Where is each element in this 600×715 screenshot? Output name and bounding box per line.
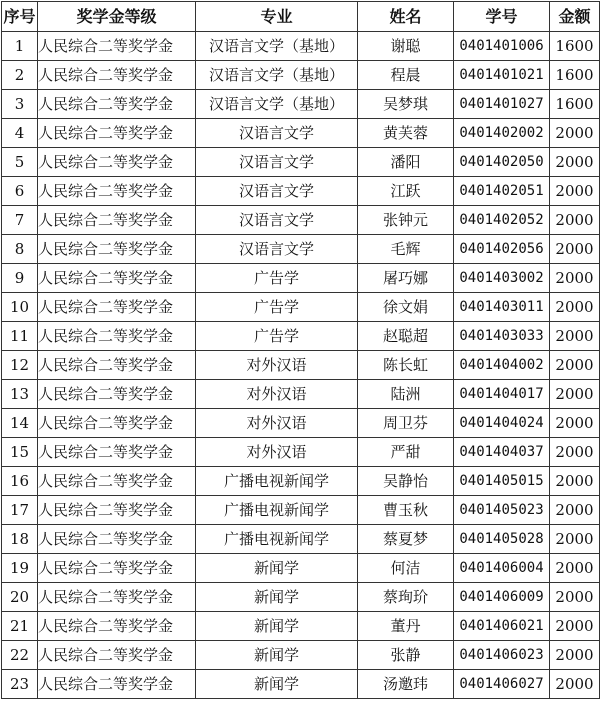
table-row bbox=[2, 525, 600, 554]
row-amount: 2000 bbox=[550, 670, 600, 699]
row-amount: 2000 bbox=[550, 438, 600, 467]
row-student-id: 0401403033 bbox=[454, 322, 550, 351]
row-student-name: 蔡夏梦 bbox=[358, 525, 454, 554]
row-index: 20 bbox=[2, 583, 38, 612]
row-major: 广播电视新闻学 bbox=[196, 467, 358, 496]
row-student-name: 蔡珣玠 bbox=[358, 583, 454, 612]
row-student-name: 赵聪超 bbox=[358, 322, 454, 351]
header-row bbox=[2, 2, 600, 32]
table-row bbox=[2, 409, 600, 438]
table-row bbox=[2, 380, 600, 409]
row-scholarship-level: 人民综合二等奖学金 bbox=[38, 467, 196, 496]
row-student-name: 严甜 bbox=[358, 438, 454, 467]
row-amount: 2000 bbox=[550, 612, 600, 641]
row-amount: 2000 bbox=[550, 322, 600, 351]
row-index: 19 bbox=[2, 554, 38, 583]
row-student-id: 0401402056 bbox=[454, 235, 550, 264]
table-row bbox=[2, 496, 600, 525]
row-student-name: 吴梦琪 bbox=[358, 90, 454, 119]
row-scholarship-level: 人民综合二等奖学金 bbox=[38, 438, 196, 467]
row-student-id: 0401402052 bbox=[454, 206, 550, 235]
row-student-id: 0401406009 bbox=[454, 583, 550, 612]
row-index: 3 bbox=[2, 90, 38, 119]
table-row bbox=[2, 148, 600, 177]
row-major: 新闻学 bbox=[196, 670, 358, 699]
row-index: 18 bbox=[2, 525, 38, 554]
row-index: 15 bbox=[2, 438, 38, 467]
row-index: 13 bbox=[2, 380, 38, 409]
row-amount: 2000 bbox=[550, 467, 600, 496]
table-row bbox=[2, 61, 600, 90]
table-row bbox=[2, 670, 600, 699]
row-student-id: 0401405028 bbox=[454, 525, 550, 554]
row-amount: 2000 bbox=[550, 119, 600, 148]
row-index: 11 bbox=[2, 322, 38, 351]
header-major: 专业 bbox=[196, 2, 358, 32]
row-student-id: 0401402051 bbox=[454, 177, 550, 206]
row-index: 14 bbox=[2, 409, 38, 438]
row-student-name: 潘阳 bbox=[358, 148, 454, 177]
row-index: 1 bbox=[2, 32, 38, 61]
row-student-name: 汤邀玮 bbox=[358, 670, 454, 699]
row-scholarship-level: 人民综合二等奖学金 bbox=[38, 293, 196, 322]
row-scholarship-level: 人民综合二等奖学金 bbox=[38, 351, 196, 380]
row-student-name: 谢聪 bbox=[358, 32, 454, 61]
table-row bbox=[2, 641, 600, 670]
row-scholarship-level: 人民综合二等奖学金 bbox=[38, 380, 196, 409]
row-major: 汉语言文学（基地） bbox=[196, 61, 358, 90]
table-header bbox=[2, 2, 600, 32]
row-major: 对外汉语 bbox=[196, 409, 358, 438]
row-index: 12 bbox=[2, 351, 38, 380]
row-student-id: 0401401021 bbox=[454, 61, 550, 90]
table-row bbox=[2, 438, 600, 467]
row-major: 广告学 bbox=[196, 264, 358, 293]
row-amount: 2000 bbox=[550, 641, 600, 670]
row-student-id: 0401404017 bbox=[454, 380, 550, 409]
row-scholarship-level: 人民综合二等奖学金 bbox=[38, 322, 196, 351]
row-scholarship-level: 人民综合二等奖学金 bbox=[38, 409, 196, 438]
row-student-id: 0401402002 bbox=[454, 119, 550, 148]
table-row bbox=[2, 32, 600, 61]
row-scholarship-level: 人民综合二等奖学金 bbox=[38, 264, 196, 293]
row-amount: 2000 bbox=[550, 264, 600, 293]
row-amount: 2000 bbox=[550, 583, 600, 612]
row-amount: 2000 bbox=[550, 380, 600, 409]
row-index: 23 bbox=[2, 670, 38, 699]
row-amount: 2000 bbox=[550, 554, 600, 583]
row-scholarship-level: 人民综合二等奖学金 bbox=[38, 612, 196, 641]
row-student-name: 黄芙蓉 bbox=[358, 119, 454, 148]
row-index: 8 bbox=[2, 235, 38, 264]
row-student-id: 0401406004 bbox=[454, 554, 550, 583]
row-amount: 2000 bbox=[550, 496, 600, 525]
table-row bbox=[2, 612, 600, 641]
row-student-name: 徐文娟 bbox=[358, 293, 454, 322]
table-row bbox=[2, 235, 600, 264]
row-index: 2 bbox=[2, 61, 38, 90]
row-student-name: 陈长虹 bbox=[358, 351, 454, 380]
row-student-name: 吴静怡 bbox=[358, 467, 454, 496]
table-row bbox=[2, 583, 600, 612]
header-amount: 金额 bbox=[550, 2, 600, 32]
row-index: 22 bbox=[2, 641, 38, 670]
row-amount: 2000 bbox=[550, 177, 600, 206]
row-scholarship-level: 人民综合二等奖学金 bbox=[38, 90, 196, 119]
row-major: 广告学 bbox=[196, 293, 358, 322]
row-student-name: 周卫芬 bbox=[358, 409, 454, 438]
header-index: 序号 bbox=[2, 2, 38, 32]
row-amount: 2000 bbox=[550, 525, 600, 554]
row-major: 对外汉语 bbox=[196, 380, 358, 409]
table-row bbox=[2, 206, 600, 235]
row-index: 6 bbox=[2, 177, 38, 206]
row-amount: 2000 bbox=[550, 235, 600, 264]
row-major: 汉语言文学 bbox=[196, 206, 358, 235]
scholarship-table bbox=[1, 1, 600, 699]
row-scholarship-level: 人民综合二等奖学金 bbox=[38, 177, 196, 206]
row-amount: 1600 bbox=[550, 61, 600, 90]
row-student-name: 江跃 bbox=[358, 177, 454, 206]
row-major: 对外汉语 bbox=[196, 351, 358, 380]
row-amount: 1600 bbox=[550, 32, 600, 61]
row-major: 汉语言文学（基地） bbox=[196, 90, 358, 119]
header-name: 姓名 bbox=[358, 2, 454, 32]
row-student-id: 0401402050 bbox=[454, 148, 550, 177]
row-index: 16 bbox=[2, 467, 38, 496]
row-scholarship-level: 人民综合二等奖学金 bbox=[38, 61, 196, 90]
row-student-id: 0401406023 bbox=[454, 641, 550, 670]
row-student-id: 0401404024 bbox=[454, 409, 550, 438]
row-major: 对外汉语 bbox=[196, 438, 358, 467]
row-index: 5 bbox=[2, 148, 38, 177]
row-scholarship-level: 人民综合二等奖学金 bbox=[38, 119, 196, 148]
row-student-id: 0401406021 bbox=[454, 612, 550, 641]
row-student-id: 0401401006 bbox=[454, 32, 550, 61]
row-student-id: 0401403002 bbox=[454, 264, 550, 293]
table-row bbox=[2, 264, 600, 293]
row-major: 新闻学 bbox=[196, 554, 358, 583]
table-row bbox=[2, 293, 600, 322]
row-major: 广播电视新闻学 bbox=[196, 525, 358, 554]
table-row bbox=[2, 322, 600, 351]
row-scholarship-level: 人民综合二等奖学金 bbox=[38, 554, 196, 583]
row-scholarship-level: 人民综合二等奖学金 bbox=[38, 670, 196, 699]
table-body bbox=[2, 32, 600, 699]
row-index: 7 bbox=[2, 206, 38, 235]
row-student-name: 张静 bbox=[358, 641, 454, 670]
row-student-name: 曹玉秋 bbox=[358, 496, 454, 525]
row-amount: 2000 bbox=[550, 293, 600, 322]
row-student-name: 屠巧娜 bbox=[358, 264, 454, 293]
row-student-id: 0401404037 bbox=[454, 438, 550, 467]
row-major: 汉语言文学 bbox=[196, 177, 358, 206]
row-student-name: 毛辉 bbox=[358, 235, 454, 264]
row-major: 新闻学 bbox=[196, 641, 358, 670]
row-scholarship-level: 人民综合二等奖学金 bbox=[38, 235, 196, 264]
row-major: 汉语言文学（基地） bbox=[196, 32, 358, 61]
row-student-id: 0401405023 bbox=[454, 496, 550, 525]
row-amount: 1600 bbox=[550, 90, 600, 119]
table-row bbox=[2, 467, 600, 496]
header-scholarship-level: 奖学金等级 bbox=[38, 2, 196, 32]
row-student-name: 何洁 bbox=[358, 554, 454, 583]
row-major: 汉语言文学 bbox=[196, 148, 358, 177]
table-row bbox=[2, 119, 600, 148]
row-student-id: 0401406027 bbox=[454, 670, 550, 699]
row-student-name: 张钟元 bbox=[358, 206, 454, 235]
row-amount: 2000 bbox=[550, 148, 600, 177]
row-amount: 2000 bbox=[550, 409, 600, 438]
row-major: 新闻学 bbox=[196, 612, 358, 641]
row-student-id: 0401401027 bbox=[454, 90, 550, 119]
table-row bbox=[2, 351, 600, 380]
row-student-name: 陆洲 bbox=[358, 380, 454, 409]
row-major: 广告学 bbox=[196, 322, 358, 351]
row-amount: 2000 bbox=[550, 206, 600, 235]
table-row bbox=[2, 554, 600, 583]
row-major: 汉语言文学 bbox=[196, 235, 358, 264]
header-student-id: 学号 bbox=[454, 2, 550, 32]
row-scholarship-level: 人民综合二等奖学金 bbox=[38, 641, 196, 670]
row-student-id: 0401405015 bbox=[454, 467, 550, 496]
row-index: 4 bbox=[2, 119, 38, 148]
row-index: 17 bbox=[2, 496, 38, 525]
row-student-id: 0401404002 bbox=[454, 351, 550, 380]
row-student-id: 0401403011 bbox=[454, 293, 550, 322]
row-scholarship-level: 人民综合二等奖学金 bbox=[38, 32, 196, 61]
row-scholarship-level: 人民综合二等奖学金 bbox=[38, 206, 196, 235]
row-index: 9 bbox=[2, 264, 38, 293]
row-major: 汉语言文学 bbox=[196, 119, 358, 148]
row-scholarship-level: 人民综合二等奖学金 bbox=[38, 148, 196, 177]
row-student-name: 董丹 bbox=[358, 612, 454, 641]
row-scholarship-level: 人民综合二等奖学金 bbox=[38, 583, 196, 612]
row-student-name: 程晨 bbox=[358, 61, 454, 90]
row-index: 10 bbox=[2, 293, 38, 322]
row-amount: 2000 bbox=[550, 351, 600, 380]
table-row bbox=[2, 177, 600, 206]
row-index: 21 bbox=[2, 612, 38, 641]
row-scholarship-level: 人民综合二等奖学金 bbox=[38, 525, 196, 554]
row-major: 广播电视新闻学 bbox=[196, 496, 358, 525]
row-major: 新闻学 bbox=[196, 583, 358, 612]
table-row bbox=[2, 90, 600, 119]
row-scholarship-level: 人民综合二等奖学金 bbox=[38, 496, 196, 525]
